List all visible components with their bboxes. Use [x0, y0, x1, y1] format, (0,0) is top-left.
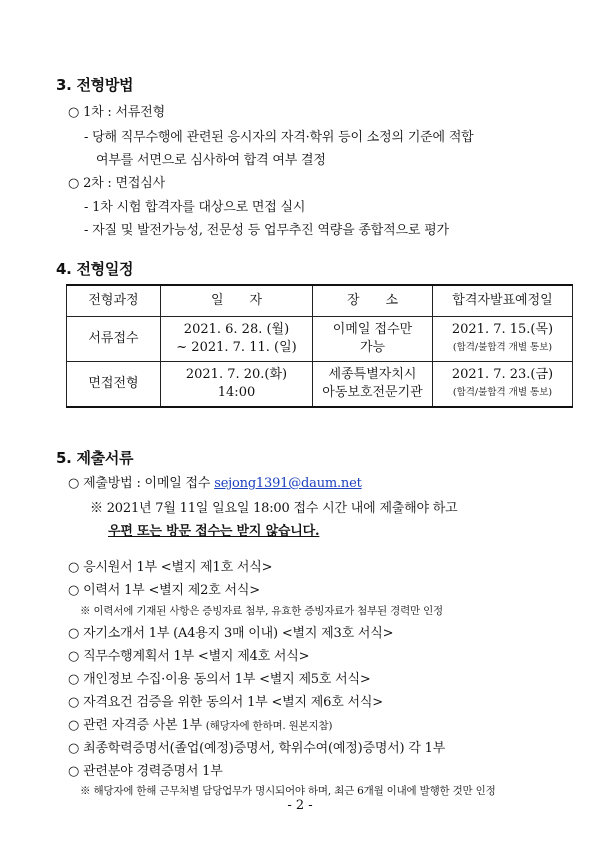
doc-item: [68, 714, 332, 733]
section-4-title: 4. 전형일정: [56, 260, 134, 278]
schedule-table: [66, 284, 573, 408]
table-cell: [433, 317, 573, 362]
email-link[interactable]: sejong1391@daum.net: [214, 476, 362, 491]
section-3-title: 3. 전형방법: [56, 76, 134, 94]
table-header-cell: 장 소: [313, 285, 433, 317]
doc-item: ○ 관련분야 경력증명서 1부: [68, 764, 223, 779]
table-header-cell: 합격자발표예정일: [433, 285, 573, 317]
cell-line: 아동보호전문기관: [322, 385, 423, 400]
cell-line: 2021. 7. 20.(화): [185, 367, 288, 382]
table-cell: [433, 362, 573, 408]
table-cell: [313, 362, 433, 408]
section-5-title: 5. 제출서류: [56, 449, 134, 467]
doc-item: ○ 응시원서 1부 <별지 제1호 서식>: [68, 560, 273, 575]
deadline-note: ※ 2021년 7월 11일 일요일 18:00 접수 시간 내에 제출해야 하고: [90, 501, 458, 516]
cell-line: 2021. 7. 15.(목): [451, 322, 554, 337]
s3-line-5: - 1차 시험 합격자를 대상으로 면접 실시: [84, 200, 306, 215]
doc-item: ○ 이력서 1부 <별지 제2호 서식>: [68, 583, 260, 598]
doc-item-note: ※ 이력서에 기재된 사항은 증빙자료 첨부, 유효한 증빙자료가 첨부된 경력만 인정: [80, 605, 443, 617]
table-cell: 면접전형: [67, 362, 161, 408]
cell-line: 이메일 접수만: [332, 322, 413, 337]
cell-line: 14:00: [217, 385, 256, 400]
table-cell: [313, 317, 433, 362]
s3-line-3: 여부를 서면으로 심사하여 합격 여부 결정: [96, 153, 326, 168]
cell-line: (합격/불합격 개별 통보): [452, 387, 553, 398]
doc-item: ○ 최종학력증명서(졸업(예정)증명서, 학위수여(예정)증명서) 각 1부: [68, 741, 446, 756]
table-header-cell: 전형과정: [67, 285, 161, 317]
submit-method-label: ○ 제출방법 : 이메일 접수: [68, 476, 215, 491]
table-header-row: [67, 285, 573, 317]
submit-method: [68, 472, 362, 491]
s3-line-6: - 자질 및 발전가능성, 전문성 등 업무추진 역량을 종합적으로 평가: [84, 223, 449, 238]
cell-line: 2021. 7. 23.(금): [451, 367, 554, 382]
table-cell: 서류접수: [67, 317, 161, 362]
cell-line: 가능: [359, 340, 386, 355]
doc-item: ○ 직무수행계획서 1부 <별지 제4호 서식>: [68, 649, 310, 664]
s3-line-1: ○ 1차 : 서류전형: [68, 105, 165, 120]
s3-line-4: ○ 2차 : 면접심사: [68, 176, 165, 191]
doc-item: ○ 자기소개서 1부 (A4용지 3매 이내) <별지 제3호 서식>: [68, 626, 394, 641]
table-row: [67, 317, 573, 362]
cell-line: 세종특별자치시: [328, 367, 417, 382]
cell-line: (합격/불합격 개별 통보): [452, 342, 553, 353]
table-cell: [161, 317, 313, 362]
doc-item-label: ○ 관련 자격증 사본 1부: [68, 718, 206, 733]
table-row: [67, 362, 573, 408]
cell-line: ~ 2021. 7. 11. (일): [176, 340, 297, 355]
page-number: - 2 -: [287, 798, 313, 813]
doc-item: ○ 개인정보 수집·이용 동의서 1부 <별지 제5호 서식>: [68, 672, 371, 687]
doc-item: ○ 자격요건 검증을 위한 동의서 1부 <별지 제6호 서식>: [68, 695, 383, 710]
doc-item-note: ※ 해당자에 한해 근무처별 담당업무가 명시되어야 하며, 최근 6개월 이내에 발행한 것만 인정: [80, 785, 496, 797]
no-mail-notice: 우편 또는 방문 접수는 받지 않습니다.: [108, 524, 320, 539]
table-cell: [161, 362, 313, 408]
s3-line-2: - 당해 직무수행에 관련된 응시자의 자격·학위 등이 소정의 기준에 적합: [84, 130, 474, 145]
cell-line: 2021. 6. 28. (월): [183, 322, 290, 337]
table-header-cell: 일 자: [161, 285, 313, 317]
doc-item-sub: (해당자에 한하며. 원본지참): [205, 720, 333, 732]
